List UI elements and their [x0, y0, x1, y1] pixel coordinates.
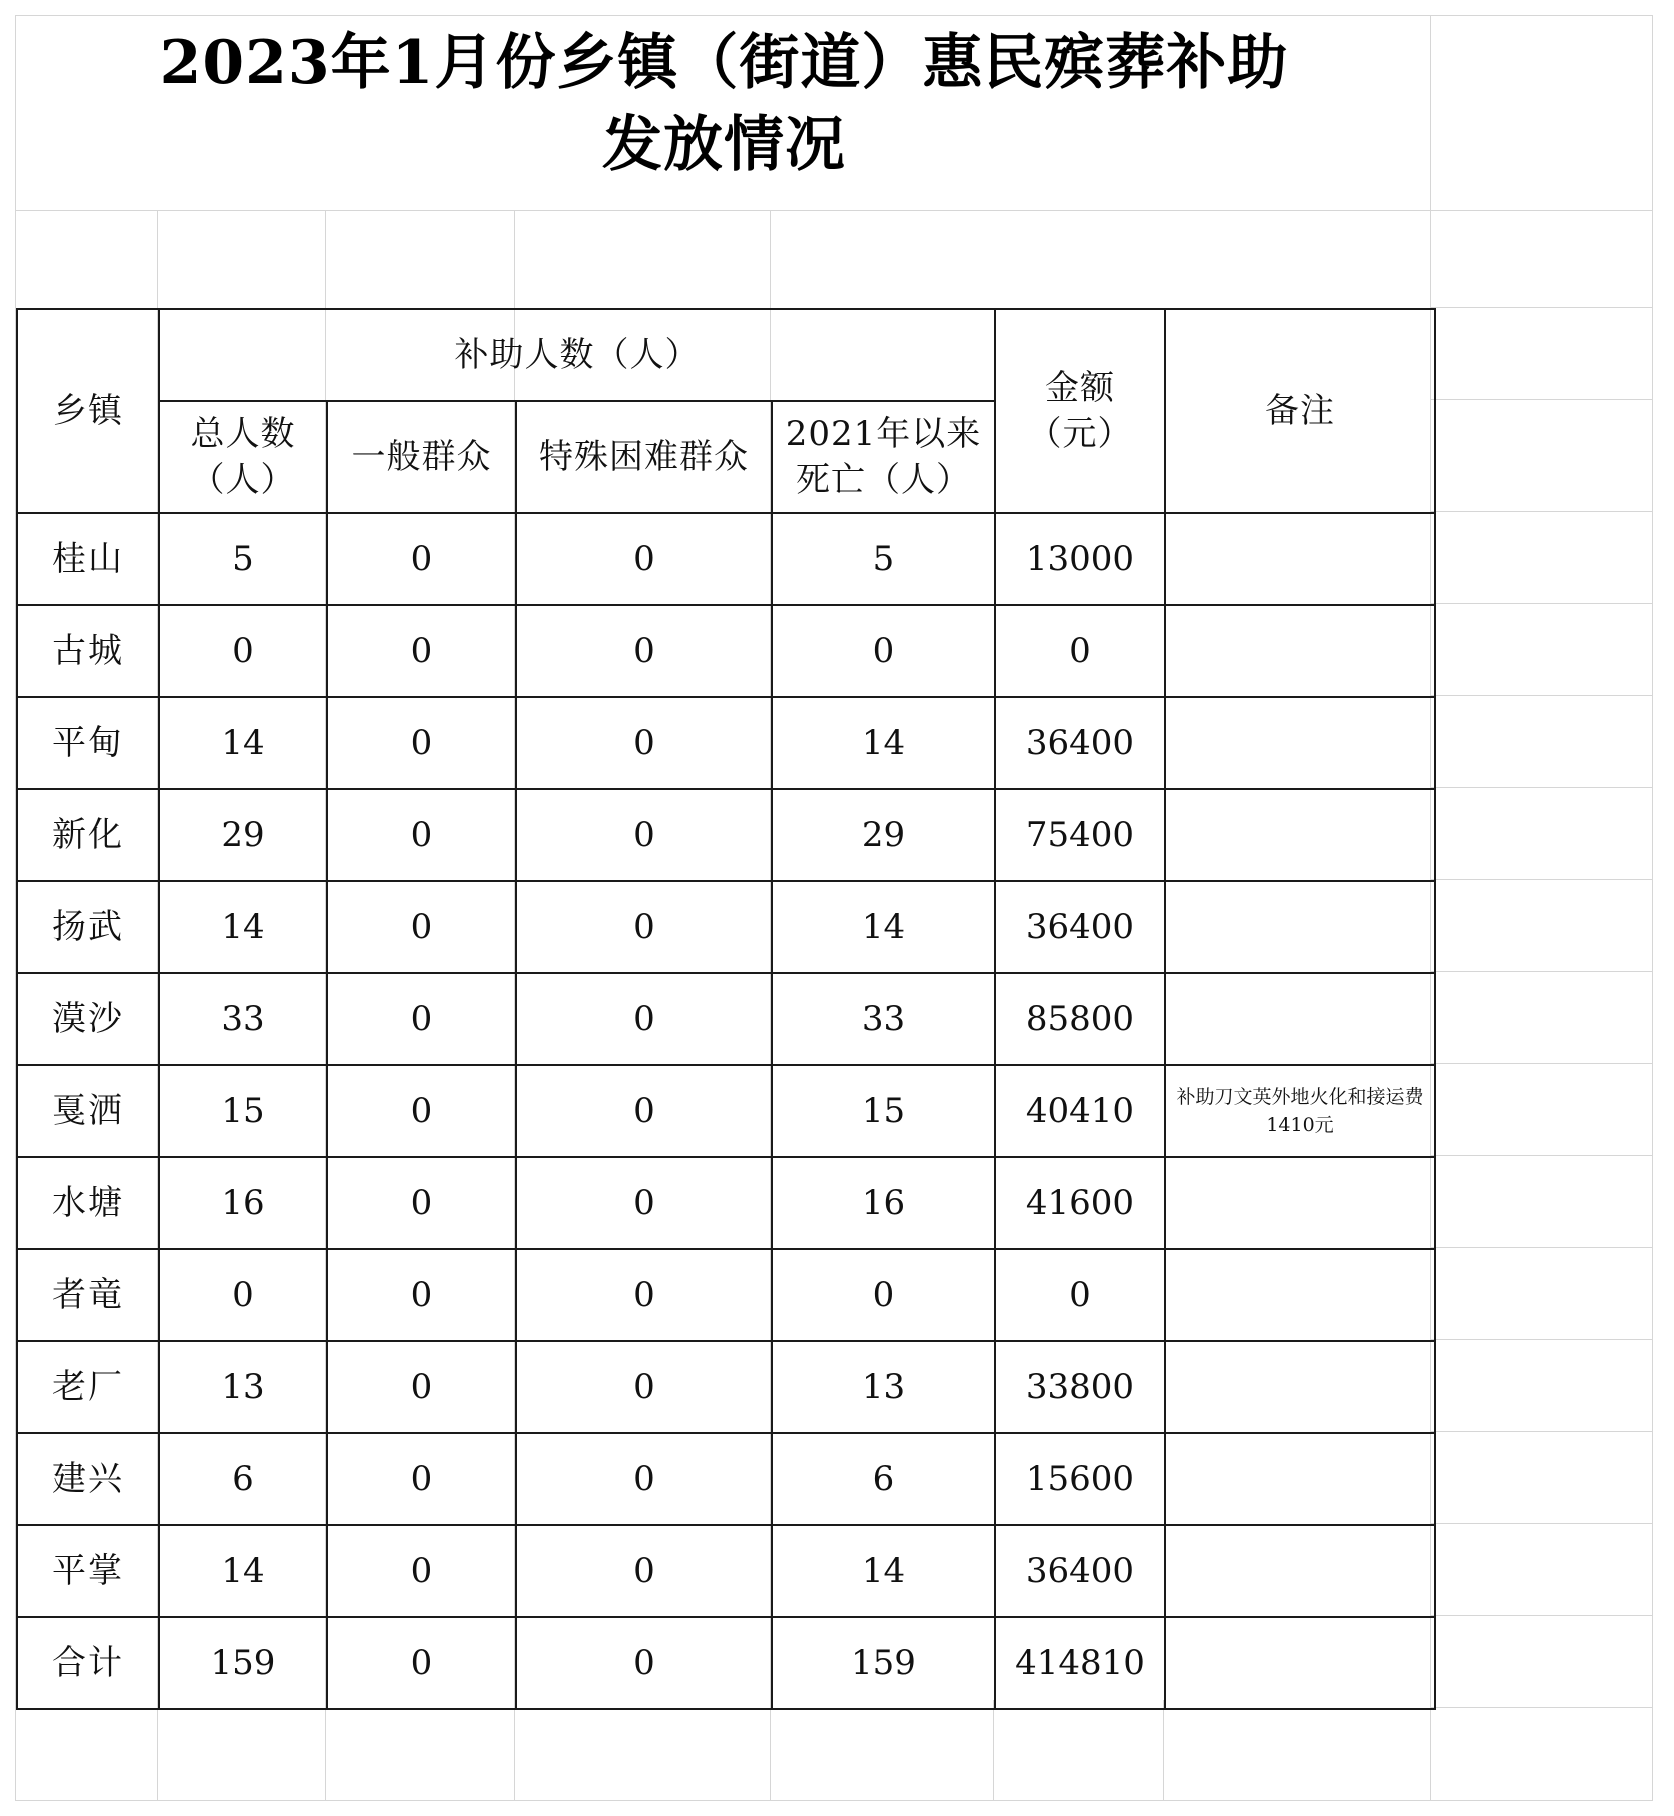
amount-cell: 33800	[995, 1341, 1165, 1433]
deaths-cell: 33	[772, 973, 995, 1065]
town-cell: 平甸	[17, 697, 159, 789]
total-cell: 33	[159, 973, 327, 1065]
deaths-cell: 13	[772, 1341, 995, 1433]
table-row	[17, 1249, 1435, 1341]
deaths-cell: 0	[772, 1249, 995, 1341]
town-cell: 老厂	[17, 1341, 159, 1433]
town-cell: 扬武	[17, 881, 159, 973]
total-cell: 16	[159, 1157, 327, 1249]
table-row	[17, 1525, 1435, 1617]
deaths-cell: 14	[772, 881, 995, 973]
grid-line	[1163, 1700, 1164, 1801]
town-cell: 戛洒	[17, 1065, 159, 1157]
total-cell: 13	[159, 1341, 327, 1433]
town-cell: 桂山	[17, 513, 159, 605]
table-row	[17, 605, 1435, 697]
amount-cell: 0	[995, 605, 1165, 697]
special-cell: 0	[516, 1341, 772, 1433]
table-row	[17, 789, 1435, 881]
note-cell	[1165, 789, 1435, 881]
general-cell: 0	[327, 605, 516, 697]
table-row	[17, 973, 1435, 1065]
note-cell	[1165, 1341, 1435, 1433]
general-cell: 0	[327, 789, 516, 881]
total-cell: 29	[159, 789, 327, 881]
deaths-cell: 6	[772, 1433, 995, 1525]
grid-line	[1430, 1431, 1652, 1432]
header-amount-line1: 金额	[1045, 368, 1115, 408]
grid-line	[15, 210, 1653, 211]
total-row	[17, 1617, 1435, 1709]
grid-line	[1430, 399, 1652, 400]
note-cell	[1165, 1525, 1435, 1617]
grid-line	[1430, 1523, 1652, 1524]
note-cell	[1165, 605, 1435, 697]
title-line-2: 发放情况	[602, 110, 846, 180]
grid-line	[1430, 1247, 1652, 1248]
header-amount	[995, 309, 1165, 513]
town-cell: 古城	[17, 605, 159, 697]
header-special: 特殊困难群众	[516, 401, 772, 513]
grid-line	[1430, 603, 1652, 604]
amount-cell: 40410	[995, 1065, 1165, 1157]
deaths-cell: 29	[772, 789, 995, 881]
special-cell: 0	[516, 513, 772, 605]
header-deaths	[772, 401, 995, 513]
note-cell	[1165, 697, 1435, 789]
total-cell: 6	[159, 1433, 327, 1525]
general-cell: 0	[327, 1065, 516, 1157]
title-line-1: 2023年1月份乡镇（街道）惠民殡葬补助	[159, 28, 1289, 98]
note-cell	[1165, 513, 1435, 605]
deaths-cell: 0	[772, 605, 995, 697]
special-cell: 0	[516, 881, 772, 973]
special-cell: 0	[516, 1249, 772, 1341]
town-cell: 者竜	[17, 1249, 159, 1341]
note-cell	[1165, 1249, 1435, 1341]
amount-cell: 36400	[995, 697, 1165, 789]
special-cell: 0	[516, 789, 772, 881]
town-cell: 新化	[17, 789, 159, 881]
table-row	[17, 1433, 1435, 1525]
grid-line	[1652, 15, 1653, 1801]
total-cell: 14	[159, 697, 327, 789]
header-total	[159, 401, 327, 513]
town-cell: 平掌	[17, 1525, 159, 1617]
general-cell: 0	[327, 1341, 516, 1433]
amount-cell: 75400	[995, 789, 1165, 881]
note-cell: 补助刀文英外地火化和接运费1410元	[1165, 1065, 1435, 1157]
special-cell: 0	[516, 1617, 772, 1709]
total-cell: 0	[159, 1249, 327, 1341]
amount-cell: 85800	[995, 973, 1165, 1065]
amount-cell: 36400	[995, 1525, 1165, 1617]
subsidy-table	[16, 308, 1436, 1710]
general-cell: 0	[327, 697, 516, 789]
header-note: 备注	[1165, 309, 1435, 513]
total-cell: 14	[159, 881, 327, 973]
grid-line	[1430, 1707, 1652, 1708]
town-cell: 水塘	[17, 1157, 159, 1249]
special-cell: 0	[516, 1065, 772, 1157]
special-cell: 0	[516, 973, 772, 1065]
header-amount-line2: （元）	[1027, 414, 1133, 454]
note-cell	[1165, 1157, 1435, 1249]
grid-line	[993, 1700, 994, 1801]
header-subsidy-group: 补助人数（人）	[159, 309, 995, 401]
total-cell: 159	[159, 1617, 327, 1709]
total-cell: 15	[159, 1065, 327, 1157]
grid-line	[1430, 971, 1652, 972]
table-row	[17, 697, 1435, 789]
amount-cell: 13000	[995, 513, 1165, 605]
deaths-cell: 159	[772, 1617, 995, 1709]
deaths-cell: 14	[772, 1525, 995, 1617]
header-total-line1: 总人数	[190, 414, 296, 454]
general-cell: 0	[327, 1249, 516, 1341]
general-cell: 0	[327, 1525, 516, 1617]
special-cell: 0	[516, 1525, 772, 1617]
grid-line	[1430, 1615, 1652, 1616]
total-cell: 5	[159, 513, 327, 605]
special-cell: 0	[516, 697, 772, 789]
amount-cell: 15600	[995, 1433, 1165, 1525]
town-cell: 漠沙	[17, 973, 159, 1065]
general-cell: 0	[327, 881, 516, 973]
amount-cell: 414810	[995, 1617, 1165, 1709]
deaths-cell: 15	[772, 1065, 995, 1157]
special-cell: 0	[516, 605, 772, 697]
note-cell	[1165, 1433, 1435, 1525]
grid-line	[1430, 511, 1652, 512]
table-row	[17, 881, 1435, 973]
page-title	[16, 22, 1432, 186]
grid-line	[1430, 879, 1652, 880]
amount-cell: 0	[995, 1249, 1165, 1341]
header-deaths-line2: 死亡（人）	[796, 460, 971, 500]
general-cell: 0	[327, 513, 516, 605]
table-row	[17, 1065, 1435, 1157]
note-cell	[1165, 1617, 1435, 1709]
grid-line	[1430, 307, 1652, 308]
general-cell: 0	[327, 1617, 516, 1709]
general-cell: 0	[327, 973, 516, 1065]
total-cell: 0	[159, 605, 327, 697]
grid-line	[15, 15, 1653, 16]
deaths-cell: 14	[772, 697, 995, 789]
deaths-cell: 5	[772, 513, 995, 605]
note-cell	[1165, 881, 1435, 973]
grid-line	[1430, 695, 1652, 696]
grid-line	[1430, 1155, 1652, 1156]
amount-cell: 41600	[995, 1157, 1165, 1249]
header-town: 乡镇	[17, 309, 159, 513]
general-cell: 0	[327, 1433, 516, 1525]
header-total-line2: （人）	[190, 460, 296, 500]
total-label-cell: 合计	[17, 1617, 159, 1709]
grid-line	[15, 1800, 1653, 1801]
table-row	[17, 1157, 1435, 1249]
header-general: 一般群众	[327, 401, 516, 513]
deaths-cell: 16	[772, 1157, 995, 1249]
town-cell: 建兴	[17, 1433, 159, 1525]
table-row	[17, 1341, 1435, 1433]
total-cell: 14	[159, 1525, 327, 1617]
table-row	[17, 513, 1435, 605]
grid-line	[1430, 1063, 1652, 1064]
note-cell	[1165, 973, 1435, 1065]
general-cell: 0	[327, 1157, 516, 1249]
grid-line	[1430, 1339, 1652, 1340]
header-deaths-line1: 2021年以来	[785, 414, 982, 454]
special-cell: 0	[516, 1433, 772, 1525]
grid-line	[1430, 787, 1652, 788]
special-cell: 0	[516, 1157, 772, 1249]
amount-cell: 36400	[995, 881, 1165, 973]
